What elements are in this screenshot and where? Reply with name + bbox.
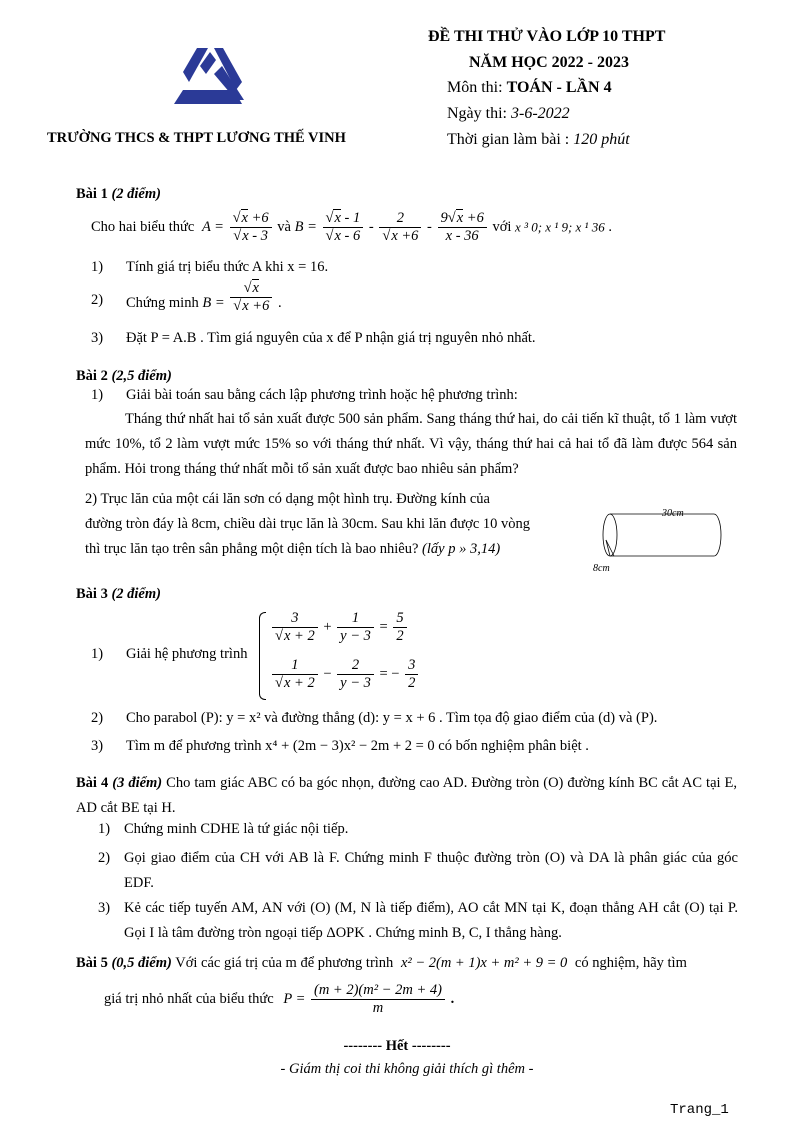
- proctor-note: - Giám thị coi thi không giải thích gì thêm -: [280, 1061, 534, 1077]
- bai1-expressions: Cho hai biểu thức A = $\frac{√x +6}{√x - 3}$ và B = $\frac{√x - 1}{√x - 6}$ - $\frac{2}{√x +6}$ - $\frac{9√x +6}{x - 36}$ với x ³ 0; x ¹ 9; x ¹ 36 .: [91, 210, 612, 244]
- bai4-item-2: 2) Gọi giao điểm của CH với AB là F. Chứng minh F thuộc đường tròn (O) và DA là phân giác của góc EDF.: [98, 850, 738, 891]
- bai1-heading: Bài 1 (2 điểm): [76, 186, 161, 202]
- bai3-heading: Bài 3 (2 điểm): [76, 586, 161, 602]
- bai2-heading: Bài 2 (2,5 điểm): [76, 368, 172, 384]
- bai2-item-2-line1: 2) Trục lăn của một cái lăn sơn có dạng một hình trụ. Đường kính của: [85, 491, 490, 507]
- school-name: TRƯỜNG THCS & THPT LƯƠNG THẾ VINH: [47, 130, 346, 146]
- school-logo-icon: [170, 44, 250, 114]
- school-year: NĂM HỌC 2022 - 2023: [469, 54, 629, 71]
- end-marker: -------- Hết --------: [343, 1038, 451, 1054]
- subject-line: Môn thi: TOÁN - LẦN 4: [447, 79, 612, 96]
- system-brace: [259, 612, 266, 700]
- bai2-item-2-line2: đường tròn đáy là 8cm, chiều dài trục lăn là 30cm. Sau khi lăn được 10 vòng: [85, 516, 531, 532]
- bai4-intro: Bài 4 (3 điểm) Cho tam giác ABC có ba góc nhọn, đường cao AD. Đường tròn (O) đường kính BC cắt AC tại E, AD cắt BE tại H.: [76, 775, 738, 816]
- bai2-problem-text: Tháng thứ nhất hai tổ sản xuất được 500 sản phẩm. Sang tháng thứ hai, do cải tiến kĩ thuật, tổ 1 làm vượt mức 10%, tổ 2 làm vượt mức 15% so với tháng thứ nhất. Vì vậy, tháng thứ hai cả hai tổ đã làm được 564 sản phẩm. Hỏi trong tháng thứ nhất mỗi tổ sản xuất được bao nhiêu sản phẩm?: [85, 411, 737, 477]
- bai2-item-2-line3: thì trục lăn tạo trên sân phẳng một diện tích là bao nhiêu? (lấy p » 3,14): [85, 541, 501, 557]
- system-eq-2: $\frac{1}{√x + 2}$ − $\frac{2}{y - 3}$ = − $\frac{3}{2}$: [270, 657, 420, 692]
- date-line: Ngày thi: 3-6-2022: [447, 105, 570, 122]
- figure-diameter-label: 8cm: [593, 563, 610, 574]
- time-line: Thời gian làm bài : 120 phút: [447, 131, 630, 148]
- bai4-item-3: 3) Kẻ các tiếp tuyến AM, AN với (O) (M, N là tiếp điểm), AO cắt MN tại K, đoạn thẳng AH cắt (O) tại P. Gọi I là tâm đường tròn ngoại tiếp ΔOPK . Chứng minh B, C, I thẳng hàng.: [98, 900, 738, 941]
- expr-a-fraction: $\frac{√x +6}{√x - 3}$: [230, 210, 272, 245]
- exam-title: ĐỀ THI THỬ VÀO LỚP 10 THPT: [428, 28, 666, 45]
- bai5-line-2: giá trị nhỏ nhất của biểu thức P = $\frac{\text{(m + 2)(m² − 2m + 4)}}{m}$ .: [104, 982, 455, 1016]
- bai5-line-1: Bài 5 (0,5 điểm) Với các giá trị của m để phương trình x² − 2(m + 1)x + m² + 9 = 0 có nghiệm, hãy tìm: [76, 955, 687, 971]
- figure-length-label: 30cm: [662, 508, 684, 519]
- system-eq-1: $\frac{3}{√x + 2}$ + $\frac{1}{y - 3}$ = $\frac{5}{2}$: [270, 610, 409, 645]
- page-number: Trang_1: [670, 1102, 729, 1118]
